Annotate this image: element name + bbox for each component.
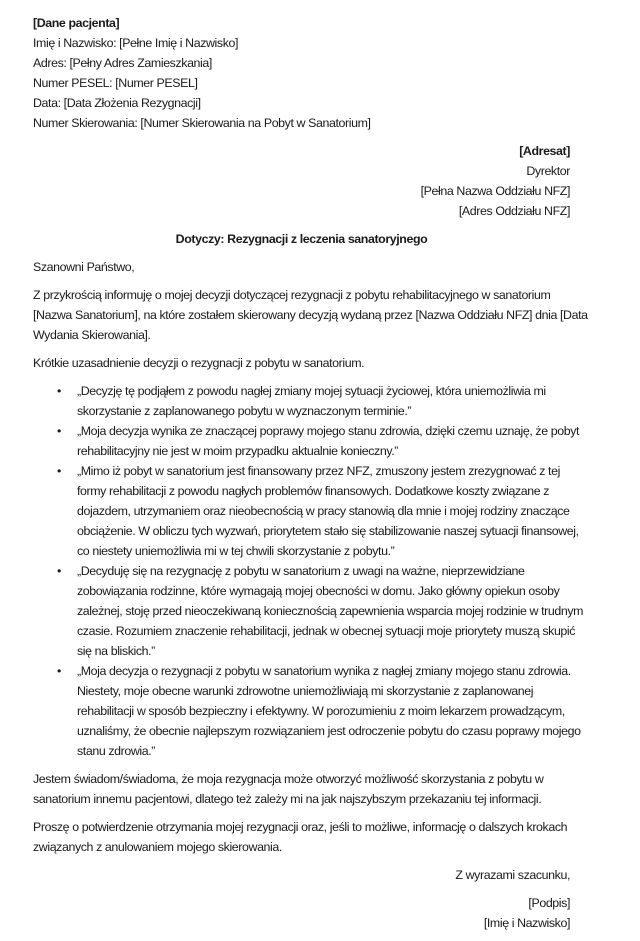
patient-data-heading: [Dane pacjenta] (33, 16, 120, 30)
signature-placeholder: [Podpis] (528, 896, 570, 910)
reason-item-family: • „Decyduję się na rezygnację z pobytu w sanatorium z uwagi na ważne, nieprzewidziane zobowiązania rodzinne, które wymagają mojej obecności w domu. Jako główny opiekun osoby zależnej, stoję przed nieoczekiwaną koniecznością zapewnienia wsparcia mojej rodzinie w trudnym czasie. Rozumiem znaczenie rehabilitacji, jednak w obecnej sytuacji moje priorytety muszą skupić się na bliskich.” (77, 561, 590, 661)
patient-data-block (33, 13, 590, 133)
reason-item-health-decline: • „Moja decyzja o rezygnacji z pobytu w sanatorium wynika z nagłej zmiany mojego stanu zdrowia. Niestety, moje obecne warunki zdrowotne uniemożliwiają mi skorzystanie z zaplanowanej rehabilitacji w sposób bezpieczny i efektywny. W porozumieniu z moim lekarzem prowadzącym, uznaliśmy, że obecnie najlepszym rozwiązaniem jest odroczenie pobytu do czasu poprawy mojego stanu zdrowia.” (77, 661, 590, 761)
signoff: Z wyrazami szacunku, (455, 868, 570, 882)
patient-data-line-address: Adres: [Pełny Adres Zamieszkania] (33, 56, 212, 70)
reason-item-financial: • „Mimo iż pobyt w sanatorium jest finansowany przez NFZ, zmuszony jestem zrezygnować z tej formy rehabilitacji z powodu nagłych problemów finansowych. Dodatkowe koszty związane z dojazdem, utrzymaniem oraz nieobecnością w pracy stanowią dla mnie i mojej rodziny znaczące obciążenie. W obliczu tych wyzwań, priorytetem stało się stabilizowanie naszej sytuacji finansowej, co niestety uniemożliwia mi w tej chwili skorzystanie z pobytu.” (77, 461, 590, 561)
patient-data-line-date: Data: [Data Złożenia Rezygnacji] (33, 96, 201, 110)
patient-data-line-name: Imię i Nazwisko: [Pełne Imię i Nazwisko] (33, 36, 239, 50)
addressee-line-nfz-address: [Adres Oddziału NFZ] (458, 204, 570, 218)
patient-data-line-referral-number: Numer Skierowania: [Numer Skierowania na Pobyt w Sanatorium] (33, 116, 371, 130)
reason-item-health-improvement: • „Moja decyzja wynika ze znaczącej poprawy mojego stanu zdrowia, dzięki czemu uznaję, że pobyt rehabilitacyjny nie jest w moim przypadku aktualnie konieczny.” (77, 421, 590, 461)
reason-item-life-situation: • „Decyzję tę podjąłem z powodu nagłej zmiany mojej sytuacji życiowej, która uniemożliwia mi skorzystanie z zaplanowanego pobytu w wyznaczonym terminie.” (77, 381, 590, 421)
addressee-line-director: Dyrektor (526, 164, 570, 178)
reasons-list (33, 381, 590, 761)
intro-paragraph: Z przykrością informuję o mojej decyzji dotyczącej rezygnacji z pobytu rehabilitacyjnego w sanatorium [Nazwa Sanatorium], na które zostałem skierowany decyzją wydaną przez [Nazwa Oddziału NFZ] dnia [Data Wydania Skierowania]. (33, 288, 588, 342)
confirmation-request-paragraph: Proszę o potwierdzenie otrzymania mojej rezygnacji oraz, jeśli to możliwe, informację o dalszych krokach związanych z anulowaniem mojego skierowania. (33, 820, 568, 854)
signature-name: [Imię i Nazwisko] (483, 916, 570, 930)
awareness-paragraph: Jestem świadom/świadoma, że moja rezygnacja może otworzyć możliwość skorzystania z pobytu w sanatorium innemu pacjentowi, dlatego też zależy mi na jak najszybszym przekazaniu tej informacji. (33, 772, 544, 806)
salutation: Szanowni Państwo, (33, 260, 135, 274)
signature-block (33, 893, 590, 933)
addressee-line-nfz-name: [Pełna Nazwa Oddziału NFZ] (420, 184, 570, 198)
subject-line: Dotyczy: Rezygnacji z leczenia sanatoryjnego (175, 232, 428, 246)
addressee-heading: [Adresat] (519, 144, 570, 158)
justification-intro-paragraph: Krótkie uzasadnienie decyzji o rezygnacji z pobytu w sanatorium. (33, 356, 365, 370)
patient-data-line-pesel: Numer PESEL: [Numer PESEL] (33, 76, 198, 90)
addressee-block (33, 141, 590, 221)
